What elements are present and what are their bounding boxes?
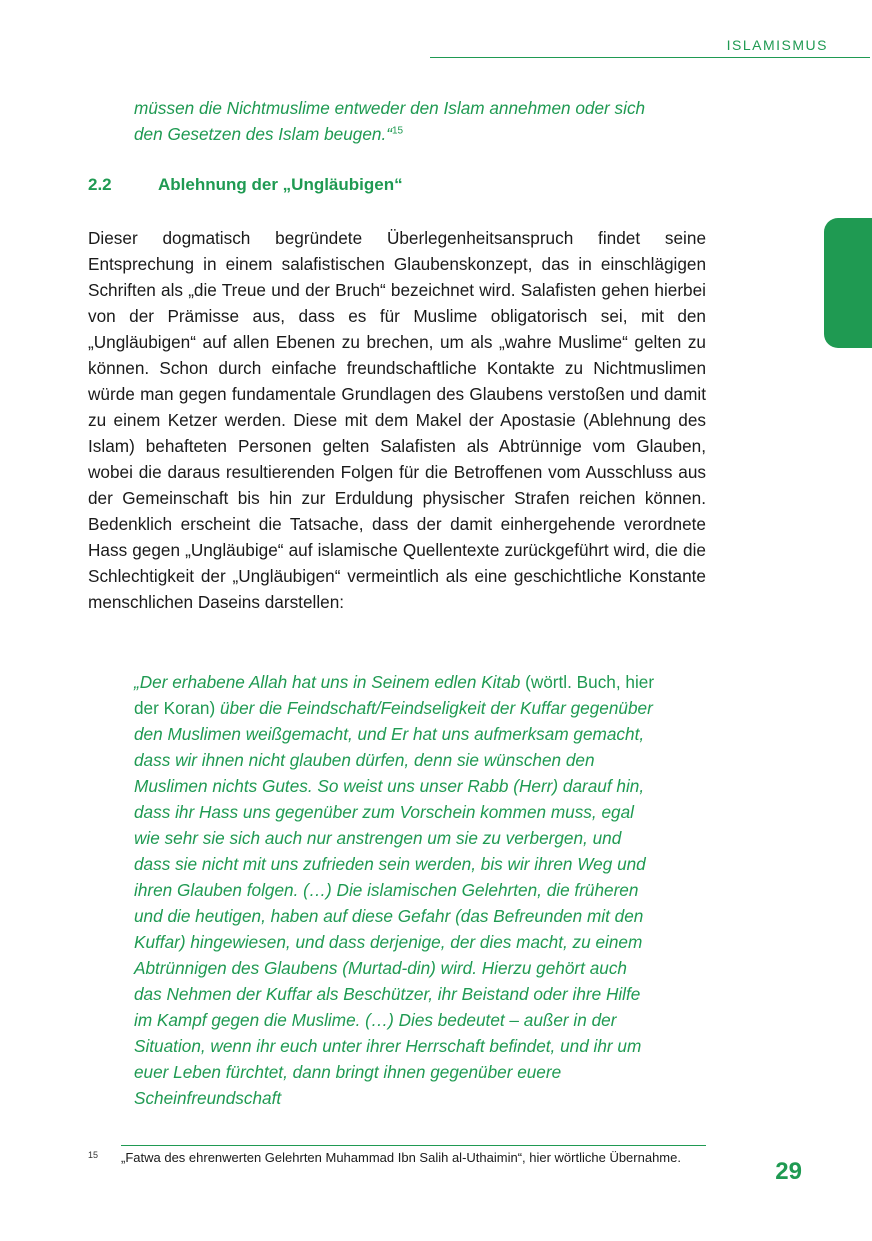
block-quote [134,669,659,1111]
footnote-rule [121,1145,706,1146]
body-paragraph: Dieser dogmatisch begründete Überlegenheitsanspruch findet seine Entsprechung in einem salafistischen Glaubenskonzept, das in einschlägigen Schriften als „die Treue und der Bruch“ bezeichnet wird. Salafisten gehen hierbei von der Prämisse aus, dass es für Muslime obligatorisch sei, mit den „Ungläubigen“ auf allen Ebenen zu brechen, um als „wahre Muslime“ gelten zu können. Schon durch einfache freundschaftliche Kontakte zu Nichtmuslimen würde man gegen fundamentale Grundlagen des Glaubens verstoßen und damit zu einem Ketzer werden. Diese mit dem Makel der Apostasie (Ablehnung des Islam) behafteten Personen gelten Salafisten als Abtrünnige vom Glauben, wobei die daraus resultierenden Folgen für die Betroffenen vom Ausschluss aus der Gemeinschaft bis hin zur Erduldung physischer Strafen reichen können. Bedenklich erscheint die Tatsache, dass der damit einhergehende verordnete Hass gegen „Ungläubige“ auf islamische Quellentexte zurückgeführt wird, die die Schlechtigkeit der „Ungläubigen“ vermeintlich als eine geschichtliche Konstante menschlichen Daseins darstellen: [88,228,706,612]
footnote-text: „Fatwa des ehrenwerten Gelehrten Muhammad Ibn Salih al-Uthaimin“, hier wörtliche Übernahme. [121,1150,681,1165]
section-heading [88,175,403,195]
footnote-ref[interactable]: 15 [391,125,404,137]
header-rule [430,57,870,58]
footnote-number: 15 [88,1150,99,1160]
chapter-tab-marker [824,218,872,348]
section-title: Ablehnung der „Ungläubigen“ [158,175,403,194]
block-quote-part2: über die Feindschaft/Feindseligkeit der Kuffar gegenüber den Muslimen weißgemacht, und Er hat uns aufmerksam gemacht, dass wir ihnen nicht glauben dürfen, denn sie wünschen den Muslimen nichts Gutes. So weist uns unser Rabb (Herr) darauf hin, dass ihr Hass uns gegenüber zum Vorschein kommen muss, egal wie sehr sie sich auch nur anstrengen um sie zu verbergen, und dass sie nicht mit uns zufrieden sein werden, bis wir ihren Weg und ihren Glauben folgen. (…) Die islamischen Gelehrten, die früheren und die heutigen, haben auf diese Gefahr (das Befreunden mit den Kuffar) hingewiesen, und dass derjenige, der dies macht, zu einem Abtrünnigen des Glaubens (Murtad-din) wird. Hierzu gehört auch das Nehmen der Kuffar als Beschützer, ihr Beistand oder ihre Hilfe im Kampf gegen die Muslime. (…) Dies bedeutet – außer in der Situation, wenn ihr euch unter ihrer Herrschaft befindet, und ihr um euer Leben fürchtet, dann bringt ihnen gegenüber euere Scheinfreundschaft [134,698,653,1108]
section-number: 2.2 [88,175,112,194]
page-number: 29 [775,1158,802,1185]
running-header: ISLAMISMUS [726,37,828,53]
block-quote-part1: „Der erhabene Allah hat uns in Seinem edlen Kitab [134,672,521,692]
top-quote-text: müssen die Nichtmuslime entweder den Islam annehmen oder sich den Gesetzen des Islam beugen.“ [134,98,646,144]
block-quote-insert: (wörtl. Buch, hier der Koran) [134,672,655,718]
top-quote [134,95,659,147]
